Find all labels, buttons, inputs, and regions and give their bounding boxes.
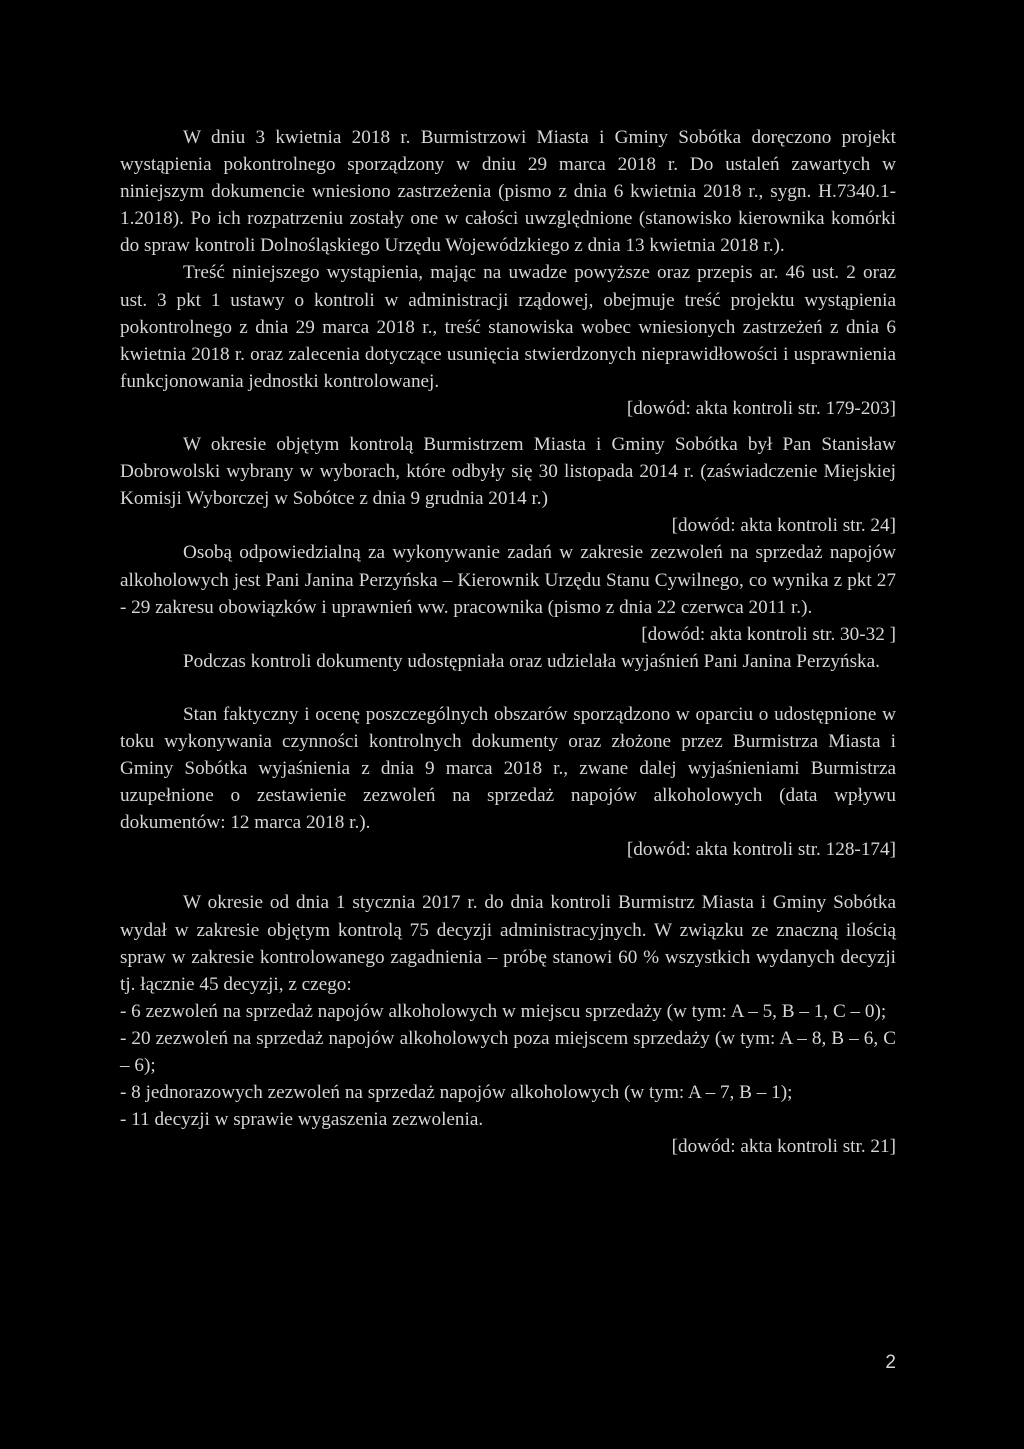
- evidence-reference: [dowód: akta kontroli str. 30-32 ]: [641, 623, 896, 645]
- list-item: - 6 zezwoleń na sprzedaż napojów alkoholowych w miejscu sprzedaży (w tym: A – 5, B – 1, C – 0);: [120, 1000, 887, 1022]
- list-item: - 20 zezwoleń na sprzedaż napojów alkoholowych poza miejscem sprzedaży (w tym: A – 8, B – 6, C – 6);: [120, 1027, 896, 1076]
- evidence-reference: [dowód: akta kontroli str. 24]: [671, 515, 896, 537]
- document-page: [120, 124, 896, 1160]
- paragraph-delivery: W dniu 3 kwietnia 2018 r. Burmistrzowi Miasta i Gminy Sobótka doręczono projekt wystąpienia pokontrolnego sporządzony w dniu 29 marca 2018 r. Do ustaleń zawartych w niniejszym dokumencie wniesiono zastrzeżenia (pismo z dnia 6 kwietnia 2018 r., sygn. H.7340.1-1.2018). Po ich rozpatrzeniu zostały one w całości uwzględnione (stanowisko kierownika komórki do spraw kontroli Dolnośląskiego Urzędu Wojewódzkiego z dnia 13 kwietnia 2018 r.).: [120, 127, 896, 257]
- evidence-reference: [dowód: akta kontroli str. 21]: [671, 1136, 896, 1158]
- paragraph-content-scope: Treść niniejszego wystąpienia, mając na uwadze powyższe oraz przepis ar. 46 ust. 2 oraz ust. 3 pkt 1 ustawy o kontroli w administracji rządowej, obejmuje treść projektu wystąpienia pokontrolnego z dnia 29 marca 2018 r., treść stanowiska wobec wniesionych zastrzeżeń z dnia 6 kwietnia 2018 r. oraz zalecenia dotyczące usunięcia stwierdzonych nieprawidłowości i usprawnienia funkcjonowania jednostki kontrolowanej.: [120, 262, 896, 392]
- list-item: - 8 jednorazowych zezwoleń na sprzedaż napojów alkoholowych (w tym: A – 7, B – 1);: [120, 1082, 793, 1104]
- paragraph-mayor: W okresie objętym kontrolą Burmistrzem Miasta i Gminy Sobótka był Pan Stanisław Dobrowolski wybrany w wyborach, które odbyły się 30 listopada 2014 r. (zaświadczenie Miejskiej Komisji Wyborczej w Sobótce z dnia 9 grudnia 2014 r.): [120, 434, 896, 510]
- evidence-reference: [dowód: akta kontroli str. 179-203]: [626, 397, 896, 419]
- list-item: - 11 decyzji w sprawie wygaszenia zezwolenia.: [120, 1109, 484, 1131]
- paragraph-facts: Stan faktyczny i ocenę poszczególnych obszarów sporządzono w oparciu o udostępnione w toku wykonywania czynności kontrolnych dokumenty oraz złożone przez Burmistrza Miasta i Gminy Sobótka wyjaśnienia z dnia 9 marca 2018 r., zwane dalej wyjaśnieniami Burmistrza uzupełnione o zestawienie zezwoleń na sprzedaż napojów alkoholowych (data wpływu dokumentów: 12 marca 2018 r.).: [120, 703, 896, 834]
- paragraph-decisions: W okresie od dnia 1 stycznia 2017 r. do dnia kontroli Burmistrz Miasta i Gminy Sobótka wydał w zakresie objętym kontrolą 75 decyzji administracyjnych. W związku ze znaczną ilością spraw w zakresie kontrolowanego zagadnienia – próbę stanowi 60 % wszystkich wydanych decyzji tj. łącznie 45 decyzji, z czego:: [120, 892, 896, 995]
- paragraph-responsible-person: Osobą odpowiedzialną za wykonywanie zadań w zakresie zezwoleń na sprzedaż napojów alkoholowych jest Pani Janina Perzyńska – Kierownik Urzędu Stanu Cywilnego, co wynika z pkt 27 - 29 zakresu obowiązków i uprawnień ww. pracownika (pismo z dnia 22 czerwca 2011 r.).: [120, 542, 896, 618]
- paragraph-explanations: Podczas kontroli dokumenty udostępniała oraz udzielała wyjaśnień Pani Janina Perzyńska.: [183, 650, 880, 672]
- evidence-reference: [dowód: akta kontroli str. 128-174]: [626, 839, 896, 861]
- page-number: 2: [885, 1352, 896, 1373]
